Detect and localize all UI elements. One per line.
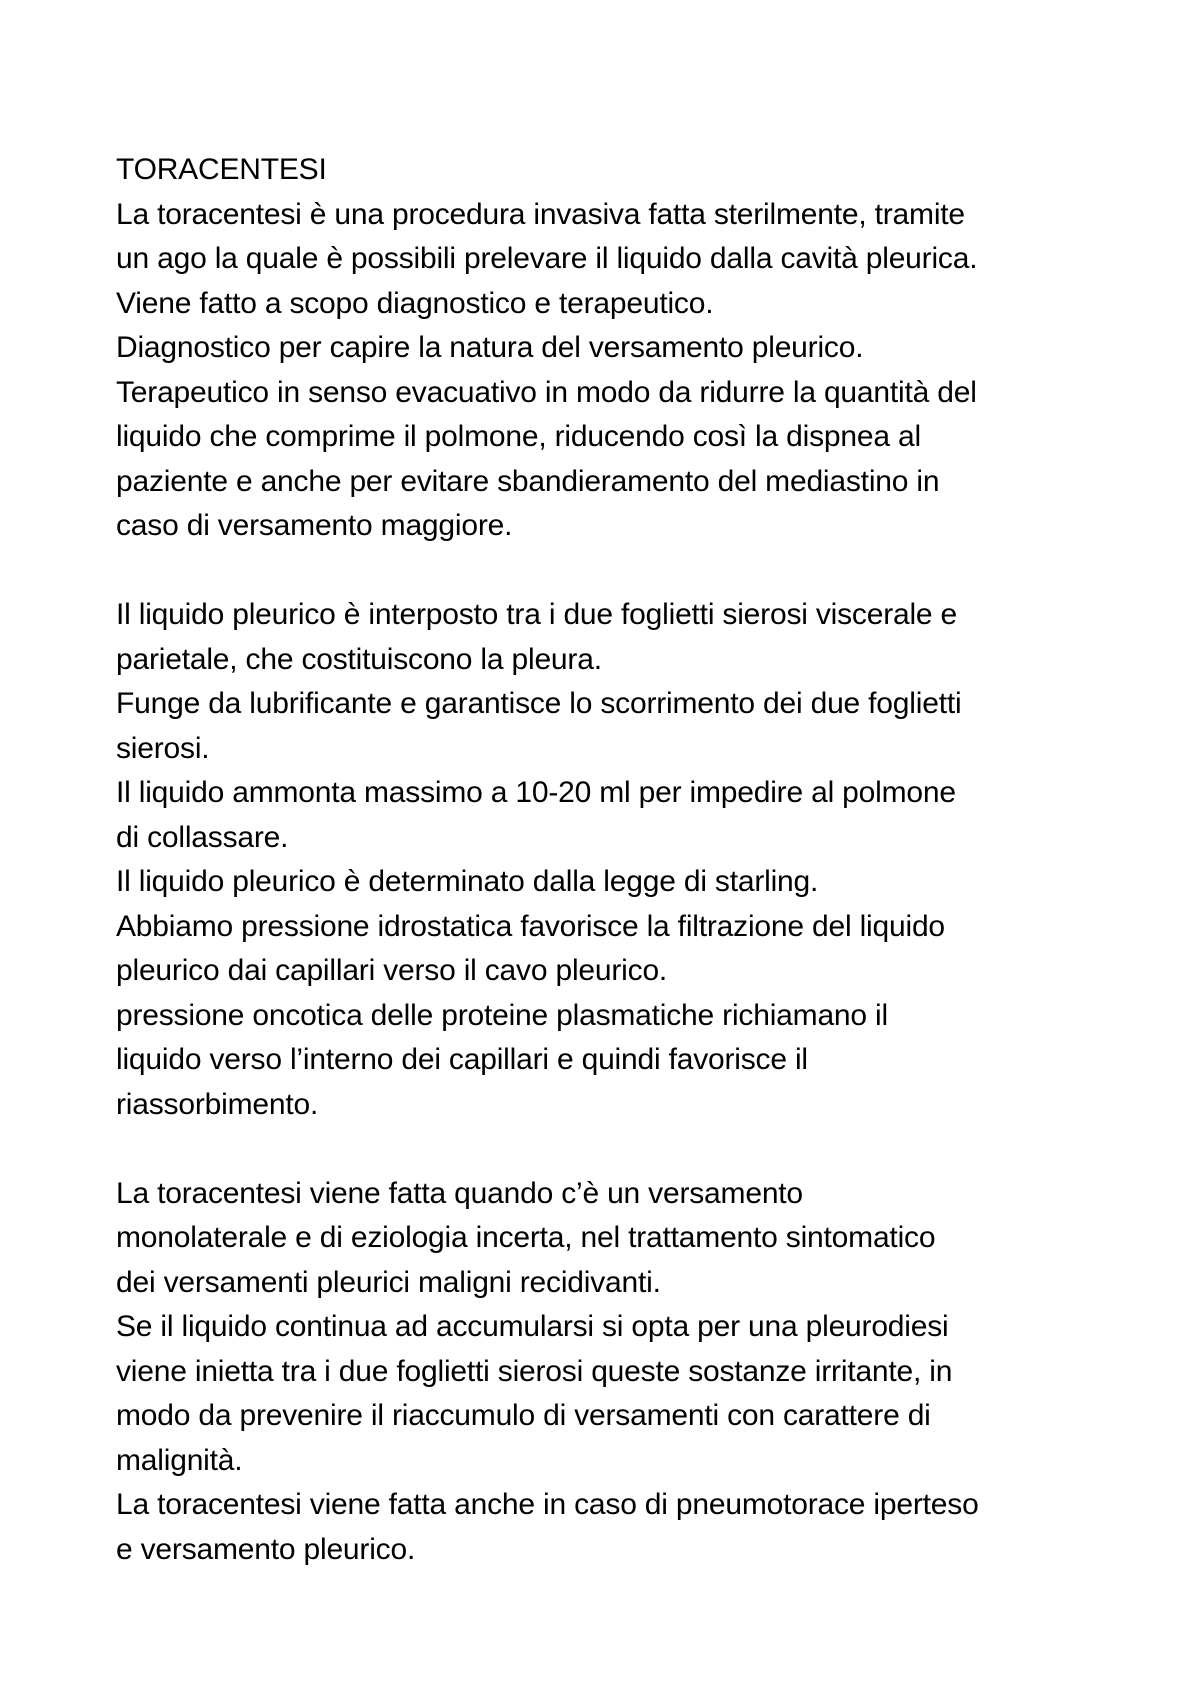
- text-line: La toracentesi viene fatta anche in caso di pneumotorace iperteso: [116, 1488, 979, 1521]
- text-line: liquido verso l’interno dei capillari e quindi favorisce il: [116, 1043, 808, 1076]
- text-line: viene inietta tra i due foglietti sierosi queste sostanze irritante, in: [116, 1354, 953, 1388]
- text-line: Diagnostico per capire la natura del versamento pleurico.: [116, 331, 864, 364]
- paragraph-spacer: [116, 549, 1126, 594]
- text-line: parietale, che costituiscono la pleura.: [116, 642, 602, 676]
- text-line: pressione oncotica delle proteine plasmatiche richiamano il: [116, 998, 888, 1032]
- paragraph-3: [116, 1172, 1126, 1573]
- text-line: Abbiamo pressione idrostatica favorisce la filtrazione del liquido: [116, 909, 945, 943]
- text-line: dei versamenti pleurici maligni recidivanti.: [116, 1265, 661, 1299]
- paragraph-1: [116, 193, 1126, 549]
- text-line: pleurico dai capillari verso il cavo pleurico.: [116, 954, 668, 987]
- text-line: riassorbimento.: [116, 1087, 319, 1121]
- document-title: TORACENTESI: [116, 153, 327, 186]
- text-line: paziente e anche per evitare sbandieramento del mediastino in: [116, 464, 940, 498]
- text-line: caso di versamento maggiore.: [116, 509, 513, 542]
- text-line: Il liquido ammonta massimo a 10-20 ml per impedire al polmone: [116, 776, 956, 809]
- text-line: Terapeutico in senso evacuativo in modo da ridurre la quantità del: [116, 375, 977, 409]
- text-line: di collassare.: [116, 820, 289, 854]
- text-line: malignità.: [116, 1443, 243, 1477]
- text-line: e versamento pleurico.: [116, 1532, 416, 1566]
- text-line: un ago la quale è possibili prelevare il liquido dalla cavità pleurica.: [116, 242, 978, 275]
- text-line: liquido che comprime il polmone, riducendo così la dispnea al: [116, 420, 921, 453]
- text-line: modo da prevenire il riaccumulo di versamenti con carattere di: [116, 1399, 931, 1432]
- text-line: La toracentesi viene fatta quando c’è un versamento: [116, 1176, 803, 1210]
- text-line: Viene fatto a scopo diagnostico e terapeutico.: [116, 286, 714, 320]
- document-body: [116, 148, 1126, 1572]
- text-line: Funge da lubrificante e garantisce lo scorrimento dei due foglietti: [116, 687, 962, 720]
- paragraph-2: [116, 593, 1126, 1127]
- text-line: La toracentesi è una procedura invasiva fatta sterilmente, tramite: [116, 197, 965, 231]
- paragraph-spacer: [116, 1127, 1126, 1172]
- text-line: Se il liquido continua ad accumularsi si opta per una pleurodiesi: [116, 1310, 949, 1343]
- text-line: Il liquido pleurico è determinato dalla legge di starling.: [116, 865, 819, 898]
- text-line: monolaterale e di eziologia incerta, nel trattamento sintomatico: [116, 1221, 936, 1254]
- text-line: Il liquido pleurico è interposto tra i due foglietti sierosi viscerale e: [116, 598, 958, 631]
- text-line: sierosi.: [116, 731, 210, 765]
